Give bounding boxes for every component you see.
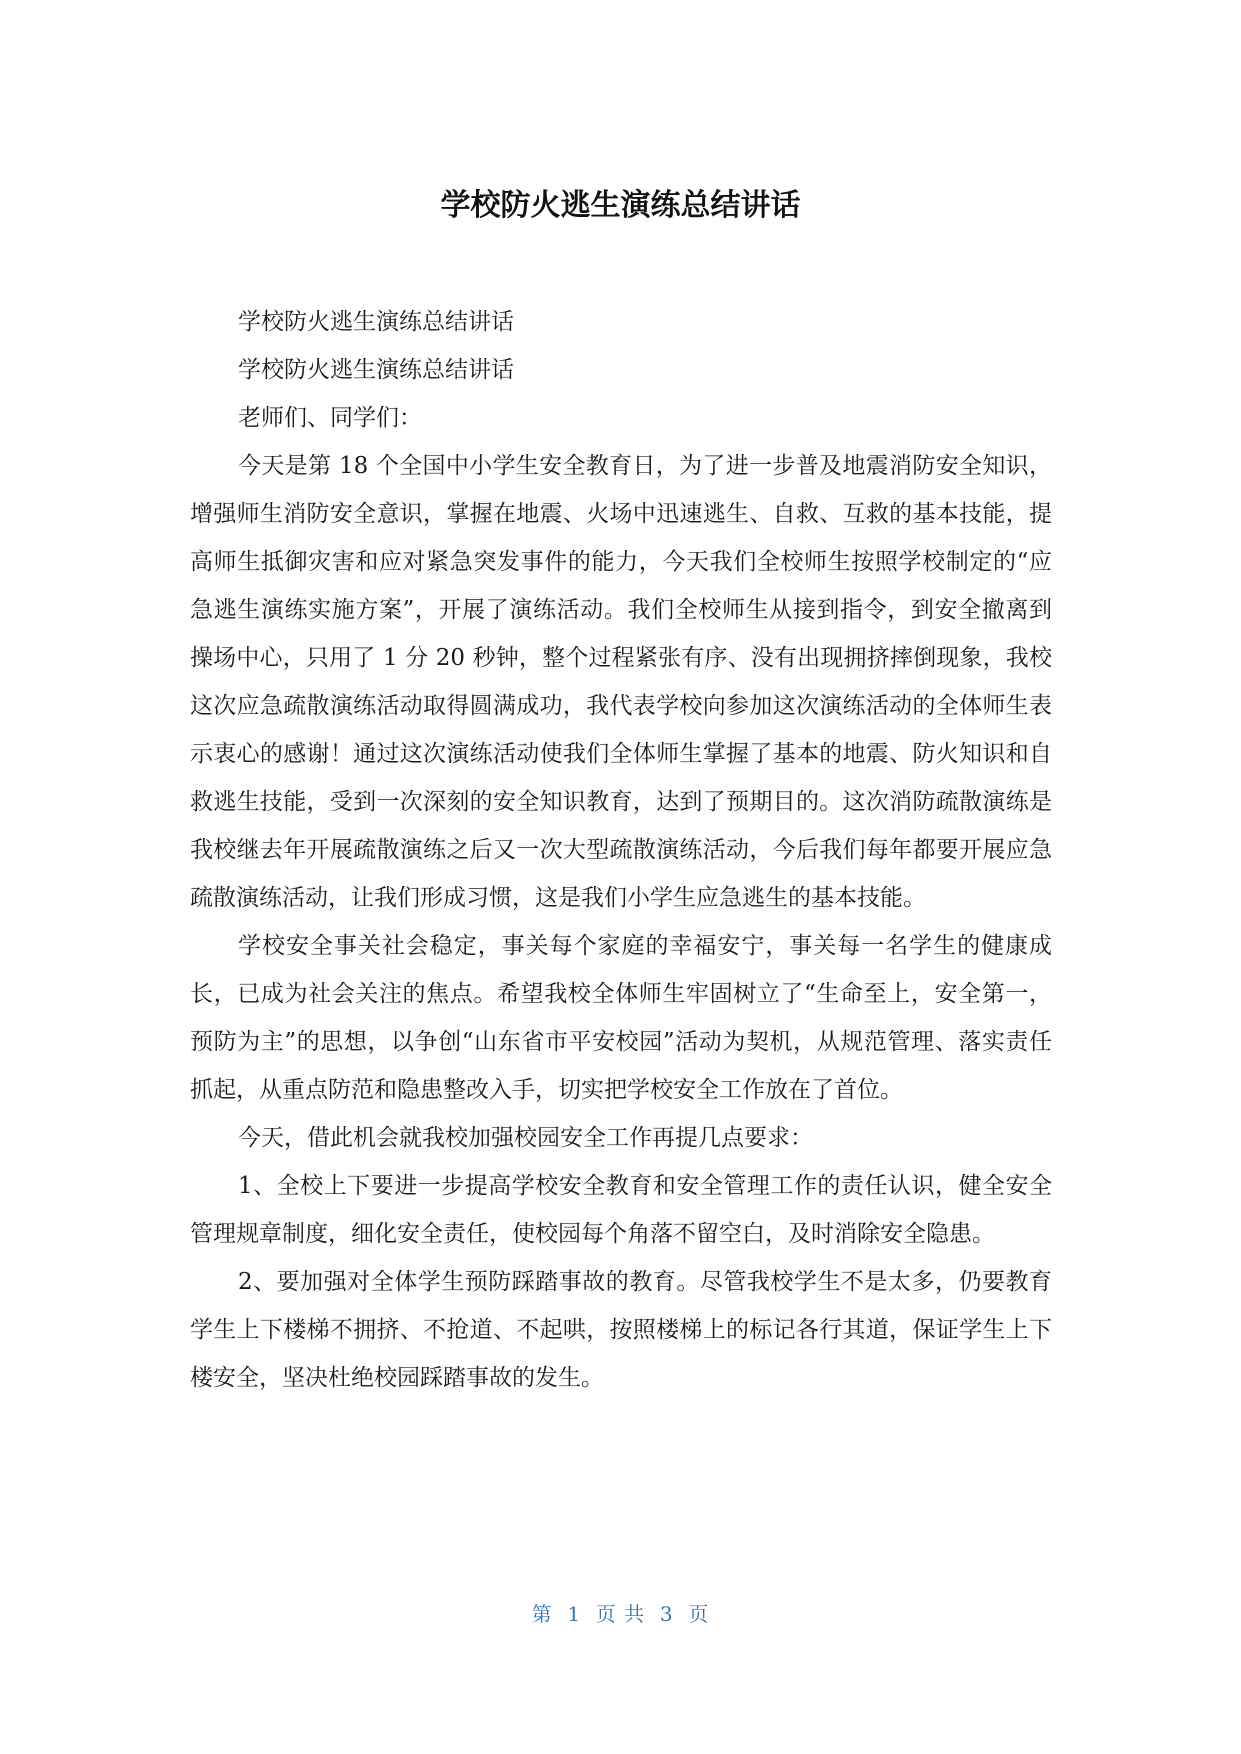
- document-body: [190, 298, 1052, 1402]
- paragraph-safety-importance: 学校安全事关社会稳定，事关每个家庭的幸福安宁，事关每一名学生的健康成长，已成为社会关注的焦点。希望我校全体师生牢固树立了“生命至上，安全第一，预防为主”的思想，以争创“山东省市平安校园”活动为契机，从规范管理、落实责任抓起，从重点防范和隐患整改入手，切实把学校安全工作放在了首位。: [190, 933, 1052, 1103]
- document-title: 学校防火逃生演练总结讲话: [440, 188, 801, 223]
- paragraph-subtitle-1: 学校防火逃生演练总结讲话: [238, 309, 514, 335]
- paragraph-requirements-intro: 今天，借此机会就我校加强校园安全工作再提几点要求：: [238, 1125, 813, 1151]
- paragraph-drill-summary: 今天是第 18 个全国中小学生安全教育日，为了进一步普及地震消防安全知识，增强师生消防安全意识，掌握在地震、火场中迅速逃生、自救、互救的基本技能，提高师生抵御灾害和应对紧急突发事件的能力，今天我们全校师生按照学校制定的“应急逃生演练实施方案”，开展了演练活动。我们全校师生从接到指令，到安全撤离到操场中心，只用了 1 分 20 秒钟，整个过程紧张有序、没有出现拥挤摔倒现象，我校这次应急疏散演练活动取得圆满成功，我代表学校向参加这次演练活动的全体师生表示衷心的感谢！通过这次演练活动使我们全体师生掌握了基本的地震、防火知识和自救逃生技能，受到一次深刻的安全知识教育，达到了预期目的。这次消防疏散演练是我校继去年开展疏散演练之后又一次大型疏散演练活动，今后我们每年都要开展应急疏散演练活动，让我们形成习惯，这是我们小学生应急逃生的基本技能。: [190, 453, 1052, 911]
- paragraph-requirement-2: 2、要加强对全体学生预防踩踏事故的教育。尽管我校学生不是太多，仍要教育学生上下楼梯不拥挤、不抢道、不起哄，按照楼梯上的标记各行其道，保证学生上下楼安全，坚决杜绝校园踩踏事故的发生。: [190, 1269, 1052, 1391]
- paragraph-requirement-1: 1、全校上下要进一步提高学校安全教育和安全管理工作的责任认识，健全安全管理规章制度，细化安全责任，使校园每个角落不留空白，及时消除安全隐患。: [190, 1173, 1052, 1247]
- paragraph-salutation: 老师们、同学们：: [238, 405, 422, 431]
- paragraph-subtitle-2: 学校防火逃生演练总结讲话: [238, 357, 514, 383]
- page-number-footer: 第 1 页 共 3 页: [531, 1602, 710, 1626]
